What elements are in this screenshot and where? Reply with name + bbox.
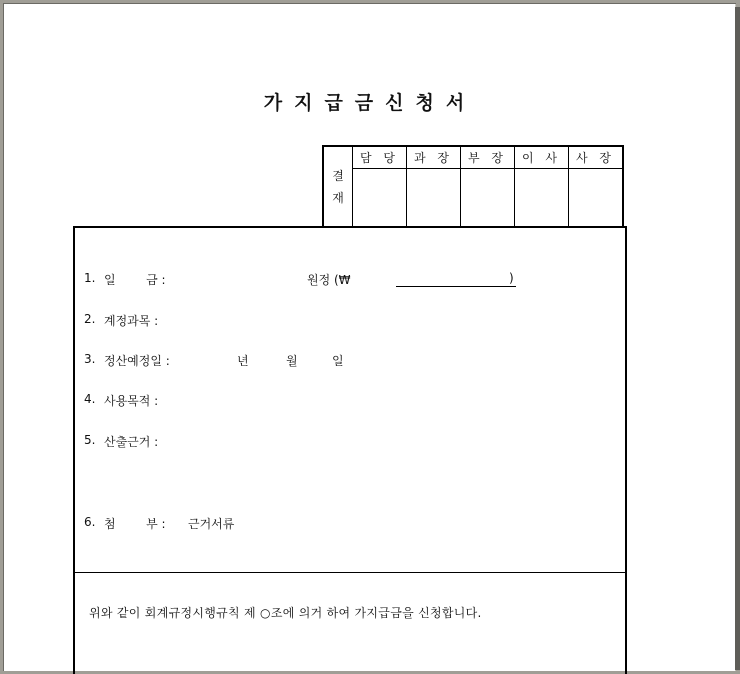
field-account-label: 계정과목 :: [104, 314, 159, 328]
approval-side-char-2: 재: [332, 191, 344, 205]
field-settlement-number: 3.: [84, 352, 96, 366]
page-title: 가지급금신청서: [263, 92, 477, 114]
field-amount: [84, 271, 514, 287]
field-settlement: [84, 352, 344, 368]
field-amount-won-prefix: 원정 (₩: [307, 273, 351, 287]
approval-sign-director[interactable]: [515, 169, 569, 228]
approval-sign-dept-head[interactable]: [461, 169, 515, 228]
approval-side-char-1: 결: [332, 169, 344, 183]
field-account-number: 2.: [84, 312, 96, 326]
request-statement: 위와 같이 회계규정시행규칙 제 ○조에 의거 하여 가지급금을 신청합니다.: [89, 606, 482, 620]
approval-sign-staff[interactable]: [353, 169, 407, 228]
approval-header-director: 이 사: [515, 146, 569, 169]
field-basis-label: 산출근거 :: [104, 435, 159, 449]
field-purpose-label: 사용목적 :: [104, 394, 159, 408]
approval-side-label: [323, 146, 353, 228]
approval-sign-president[interactable]: [569, 169, 624, 228]
field-attachment-number: 6.: [84, 515, 96, 529]
field-basis: [84, 433, 159, 449]
field-basis-number: 5.: [84, 433, 96, 447]
field-attachment-value: 근거서류: [188, 517, 235, 531]
field-settlement-label: 정산예정일 :: [104, 354, 170, 368]
field-amount-won-suffix: ): [509, 271, 514, 285]
field-amount-label: 일 금 :: [104, 273, 166, 287]
field-purpose-number: 4.: [84, 392, 96, 406]
section-divider: [75, 572, 625, 573]
approval-sign-section-chief[interactable]: [407, 169, 461, 228]
approval-header-staff: 담 당: [353, 146, 407, 169]
field-account: [84, 312, 159, 328]
approval-header-dept-head: 부 장: [461, 146, 515, 169]
field-purpose: [84, 392, 159, 408]
amount-input-line[interactable]: [396, 271, 516, 287]
approval-header-president: 사 장: [569, 146, 624, 169]
request-form-box: [73, 226, 627, 674]
field-amount-number: 1.: [84, 271, 96, 285]
approval-header-section-chief: 과 장: [407, 146, 461, 169]
field-settlement-month: 월: [286, 354, 298, 368]
approval-table: [322, 145, 624, 228]
field-settlement-year: 년: [237, 354, 249, 368]
field-attachment-label: 첨 부 :: [104, 517, 166, 531]
field-settlement-day: 일: [332, 354, 344, 368]
page-shadow: [735, 7, 740, 670]
field-attachment: [84, 515, 235, 531]
